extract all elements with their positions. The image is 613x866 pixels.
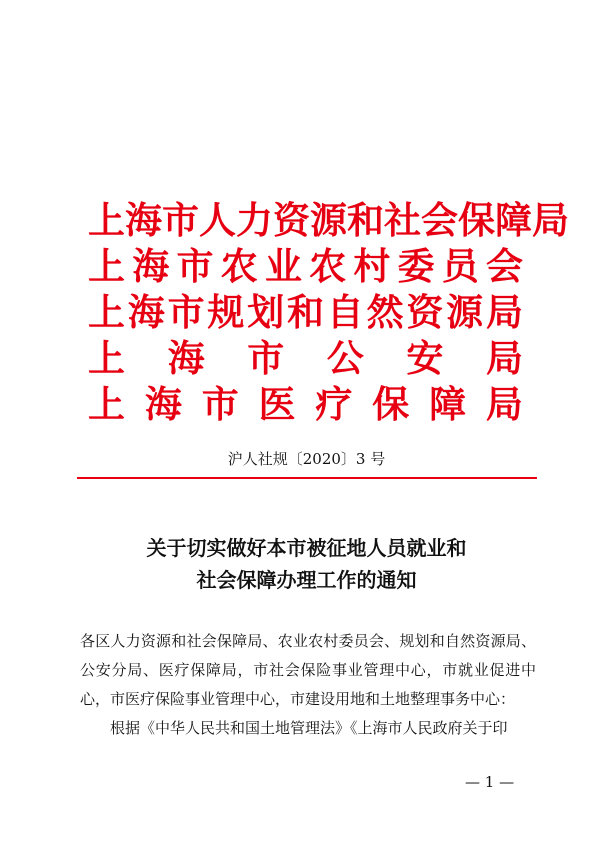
agency-char: 海 [144,382,182,426]
agency-char: 局 [485,336,523,380]
agency-char: 然 [366,290,404,334]
agency-char: 海 [127,290,165,334]
agency-line-4 [88,335,523,381]
agency-char: 业 [264,244,302,288]
agency-char: 会 [421,198,458,242]
agency-char: 和 [347,198,384,242]
document-title-line-1: 关于切实做好本市被征地人员就业和 [146,536,467,560]
agency-char: 医 [258,382,296,426]
agency-char: 会 [485,244,523,288]
agency-char: 市 [201,382,239,426]
agency-char: 源 [310,198,347,242]
agency-char: 和 [286,290,324,334]
agency-char: 局 [485,290,523,334]
agency-char: 市 [176,244,214,288]
document-title [0,532,613,596]
agency-char: 保 [458,198,495,242]
agency-char: 市 [167,290,205,334]
agency-char: 安 [406,336,444,380]
agency-char: 农 [220,244,258,288]
agency-char: 上 [88,382,125,426]
body-paragraph-1: 根据《中华人民共和国土地管理法》《上海市人民政府关于印 [110,719,508,737]
agency-char: 局 [485,382,523,426]
agency-char: 人 [199,198,236,242]
agency-char: 疗 [315,382,353,426]
red-divider-line [77,477,537,479]
agency-char: 源 [446,290,484,334]
agency-char: 资 [273,198,310,242]
agency-char: 市 [247,336,285,380]
agency-char: 力 [236,198,273,242]
agency-line-5 [88,381,523,427]
agency-char: 资 [406,290,444,334]
agency-line-1 [88,197,569,243]
agency-char: 上 [88,198,125,242]
agency-char: 上 [88,336,125,380]
agency-char: 自 [326,290,364,334]
agency-char: 划 [247,290,285,334]
agency-char: 市 [162,198,199,242]
agency-char: 海 [167,336,205,380]
agency-char: 海 [132,244,170,288]
document-number: 沪人社规〔2020〕3 号 [227,450,386,468]
agency-char: 员 [441,244,479,288]
agency-char: 规 [207,290,245,334]
agency-char: 海 [125,198,162,242]
agency-char: 保 [372,382,410,426]
agency-char: 上 [88,244,125,288]
agency-line-3 [88,289,523,335]
addressees-paragraph: 各区人力资源和社会保障局、农业农村委员会、规划和自然资源局、公安分局、医疗保障局，市社会保险事业管理中心，市就业促进中心，市医疗保险事业管理中心，市建设用地和土地整理事务中心： [80,632,536,708]
agency-char: 社 [384,198,421,242]
issuing-agencies-header [88,197,569,427]
agency-char: 农 [309,244,347,288]
agency-char: 委 [397,244,435,288]
agency-line-2 [88,243,523,289]
agency-char: 上 [88,290,125,334]
document-body [80,627,536,743]
agency-char: 障 [429,382,467,426]
agency-char: 村 [353,244,391,288]
document-title-line-2: 社会保障办理工作的通知 [196,568,417,592]
agency-char: 障 [495,198,532,242]
agency-char: 局 [532,198,569,242]
agency-char: 公 [326,336,364,380]
page-number: — 1 — [465,773,515,791]
